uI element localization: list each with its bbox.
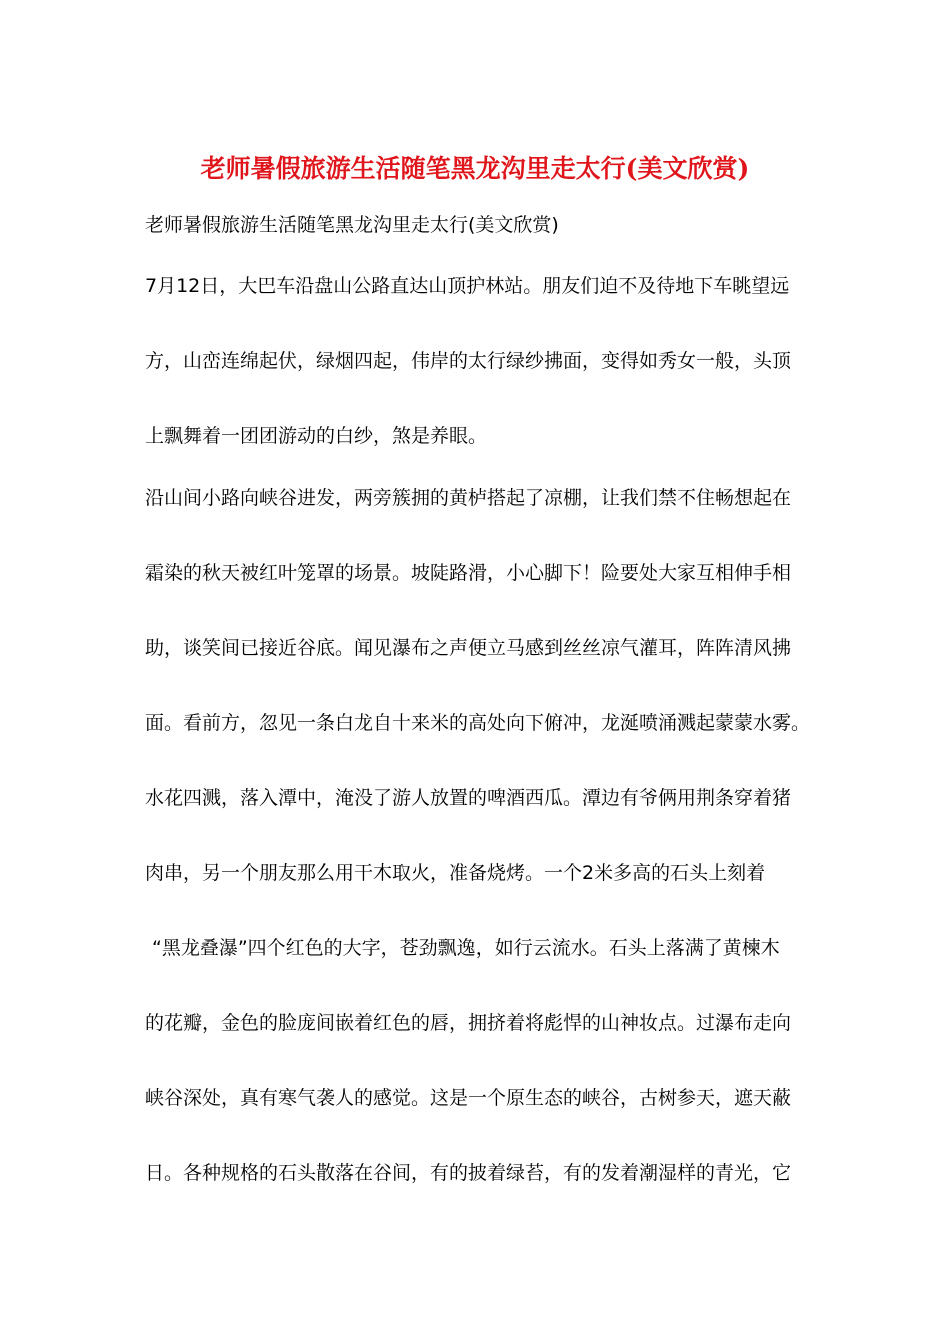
paragraph-line: 上飘舞着一团团游动的白纱，煞是养眼。 [145,425,488,447]
document-title: 老师暑假旅游生活随笔黑龙沟里走太行(美文欣赏) [200,154,750,183]
paragraph-line: 日。各种规格的石头散落在谷间，有的披着绿苔，有的发着潮湿样的青光，它 [145,1162,792,1184]
paragraph-line: 方，山峦连绵起伏，绿烟四起，伟岸的太行绿纱拂面，变得如秀女一般，头顶 [145,350,792,372]
paragraph-line: 肉串，另一个朋友那么用干木取火，准备烧烤。一个2米多高的石头上刻着 [145,862,766,884]
paragraph-line: 霜染的秋天被红叶笼罩的场景。坡陡路滑，小心脚下！险要处大家互相伸手相 [145,562,792,584]
paragraph-line: 水花四溅，落入潭中，淹没了游人放置的啤酒西瓜。潭边有爷俩用荆条穿着猪 [145,787,792,809]
paragraph-line: 助，谈笑间已接近谷底。闻见瀑布之声便立马感到丝丝凉气灌耳，阵阵清风拂 [145,637,792,659]
paragraph-line: 7月12日，大巴车沿盘山公路直达山顶护林站。朋友们迫不及待地下车眺望远 [145,275,790,297]
paragraph-line: 面。看前方，忽见一条白龙自十来米的高处向下俯冲，龙涎喷涌溅起蒙蒙水雾。 [145,712,811,734]
paragraph-line: 峡谷深处，真有寒气袭人的感觉。这是一个原生态的峡谷，古树参天，遮天蔽 [145,1087,792,1109]
paragraph-line: 的花瓣，金色的脸庞间嵌着红色的唇，拥挤着将彪悍的山神妆点。过瀑布走向 [145,1012,792,1034]
document-subtitle: 老师暑假旅游生活随笔黑龙沟里走太行(美文欣赏) [145,214,559,236]
paragraph-line: “黑龙叠瀑”四个红色的大字，苍劲飘逸，如行云流水。石头上落满了黄楝木 [152,937,780,959]
paragraph-line: 沿山间小路向峡谷进发，两旁簇拥的黄栌搭起了凉棚，让我们禁不住畅想起在 [145,487,792,509]
